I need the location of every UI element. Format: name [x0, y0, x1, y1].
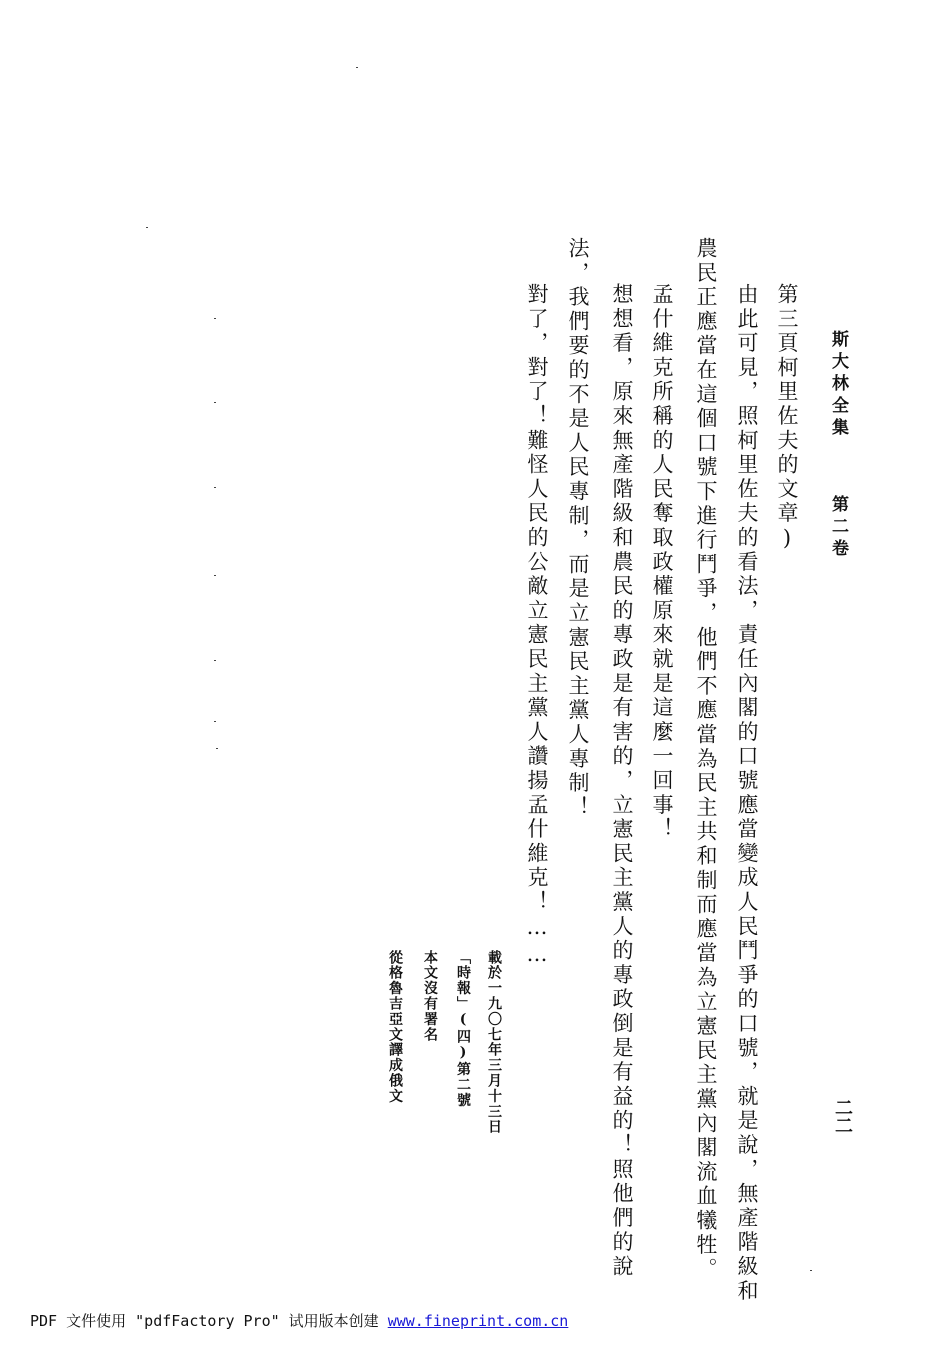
- pdf-footer: [30, 1310, 568, 1331]
- running-head-volume: 第二卷: [828, 495, 848, 561]
- scan-speck: [214, 721, 216, 722]
- body-line-4: 孟什維克所稱的人民奪取政權原來就是這麼一回事！: [650, 283, 674, 842]
- source-note-date: 載於一九〇七年三月十三日: [486, 950, 502, 1135]
- scan-speck: [810, 1270, 812, 1271]
- scan-speck: [356, 67, 358, 68]
- body-line-3: 農民正應當在這個口號下進行鬥爭，他們不應當為民主共和制而應當為立憲民主黨內閣流血犧牲。: [694, 237, 718, 1282]
- scan-speck: [214, 487, 216, 488]
- pdf-footer-text: PDF 文件使用 "pdfFactory Pro" 试用版本创建: [30, 1312, 388, 1330]
- body-line-7: 對了，對了！難怪人民的公敵立憲民主黨人讚揚孟什維克！……: [525, 283, 549, 970]
- source-note-translation: 從格魯吉亞文譯成俄文: [387, 950, 403, 1104]
- running-head-title: 斯大林全集: [828, 330, 848, 440]
- body-line-5: 想想看，原來無產階級和農民的專政是有害的，立憲民主黨人的專政倒是有益的！照他們的說: [610, 283, 634, 1280]
- body-line-2: 由此可見，照柯里佐夫的看法，責任內閣的口號應當變成人民鬥爭的口號，就是說，無產階級和: [735, 283, 759, 1304]
- page-number: 二二: [832, 1098, 853, 1134]
- source-note-unsigned: 本文沒有署名: [422, 950, 438, 1043]
- body-line-6: 法，我們要的不是人民專制，而是立憲民主黨人專制！: [566, 237, 590, 821]
- scan-speck: [214, 402, 216, 403]
- scan-speck: [214, 575, 216, 576]
- scan-speck: [214, 318, 216, 319]
- fineprint-link[interactable]: www.fineprint.com.cn: [387, 1312, 569, 1330]
- scan-speck: [214, 660, 216, 661]
- scan-speck: [216, 748, 218, 749]
- source-note-publication: 「時報」(四)第二號: [455, 950, 471, 1108]
- body-line-1: 第三頁柯里佐夫的文章): [775, 283, 799, 554]
- scan-speck: [146, 227, 148, 228]
